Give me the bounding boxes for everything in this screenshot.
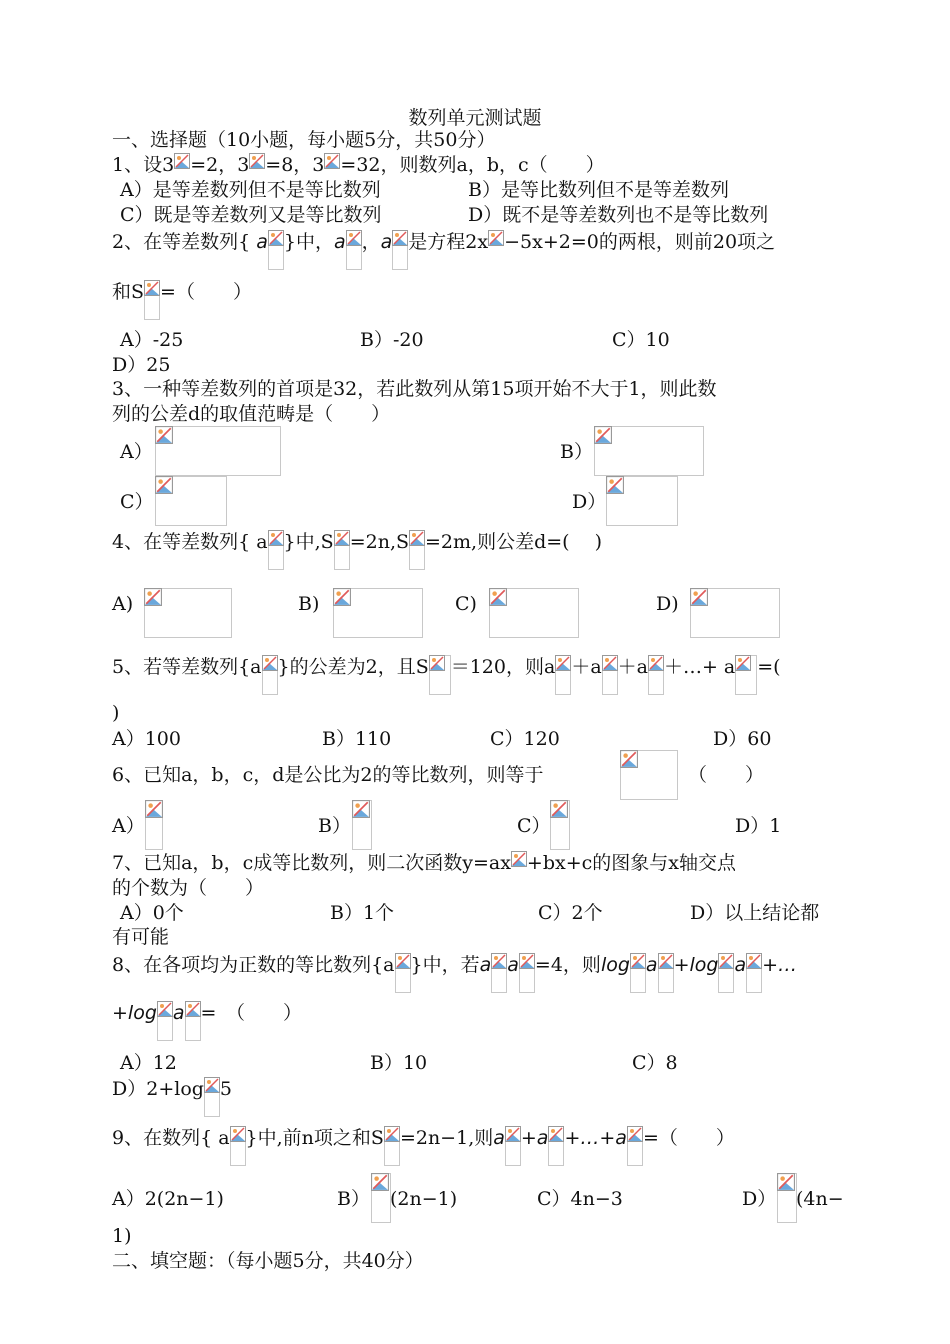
question-6-stem: 6、已知a，b，c，d是公比为2的等比数列，则等于 bbox=[112, 764, 544, 786]
broken-image-icon bbox=[230, 1126, 246, 1166]
broken-image-icon bbox=[144, 280, 160, 320]
q9-option-a: A）2(2n−1) bbox=[112, 1188, 224, 1210]
q1-option-d: D）既不是等差数列也不是等比数列 bbox=[468, 204, 769, 226]
question-5-stem-line2: ) bbox=[112, 702, 120, 724]
broken-image-icon bbox=[409, 530, 425, 570]
question-7-stem-line2: 的个数为（ ） bbox=[112, 877, 265, 899]
q3-option-c: C） bbox=[120, 491, 154, 513]
q8-option-a: A）12 bbox=[120, 1052, 177, 1074]
q5-option-c: C）120 bbox=[490, 728, 560, 750]
q8-option-c: C）8 bbox=[632, 1052, 678, 1074]
q2-option-d: D）25 bbox=[112, 354, 171, 376]
broken-image-icon bbox=[630, 953, 646, 993]
q7-option-d-continued: 有可能 bbox=[112, 926, 170, 948]
broken-image-icon bbox=[602, 655, 618, 695]
q5-option-b: B）110 bbox=[322, 728, 392, 750]
broken-image-icon bbox=[334, 530, 350, 570]
q9-option-b-expr: (2n−1) bbox=[390, 1188, 458, 1210]
question-5-stem: 5、若等差数列{a }的公差为2，且S ＝120，则a ＋a ＋a ＋…+ a =( bbox=[112, 655, 781, 695]
q4-option-a: A) bbox=[112, 593, 134, 615]
section-heading-choice: 一、选择题（10小题，每小题5分，共50分） bbox=[112, 129, 496, 151]
broken-image-icon bbox=[718, 953, 734, 993]
broken-image-icon bbox=[488, 230, 504, 270]
broken-image-icon bbox=[268, 530, 284, 570]
broken-image-icon bbox=[157, 1001, 173, 1041]
q3-option-d: D） bbox=[572, 491, 607, 513]
question-3-stem-line2: 列的公差d的取值范畴是（ ） bbox=[112, 403, 391, 425]
question-7-stem: 7、已知a，b，c成等比数列，则二次函数y=ax +bx+c的图象与x轴交点 bbox=[112, 851, 736, 891]
q5-option-d: D）60 bbox=[713, 728, 772, 750]
broken-image-icon bbox=[429, 655, 451, 695]
q4-option-b: B) bbox=[298, 593, 320, 615]
broken-image-icon bbox=[262, 655, 278, 695]
question-2-stem-line2: 和S =（ ） bbox=[112, 280, 252, 320]
q7-option-a: A）0个 bbox=[120, 902, 184, 924]
broken-image-icon bbox=[735, 655, 757, 695]
broken-image-icon bbox=[384, 1126, 400, 1166]
question-6-stem-end: （ ） bbox=[688, 764, 765, 786]
broken-image-icon bbox=[395, 953, 411, 993]
q5-option-a: A）100 bbox=[112, 728, 181, 750]
q4-option-d: D) bbox=[656, 593, 679, 615]
broken-image-icon bbox=[519, 953, 535, 993]
q2-option-c: C）10 bbox=[612, 329, 670, 351]
q9-option-d-continued: 1) bbox=[112, 1225, 132, 1247]
q9-option-d: D） bbox=[742, 1188, 777, 1210]
broken-image-icon bbox=[511, 851, 527, 891]
q7-option-b: B）1个 bbox=[330, 902, 395, 924]
broken-image-icon bbox=[392, 230, 408, 270]
question-1-stem: 1、设3 =2，3 =8，3 =32，则数列a，b，c（ ） bbox=[112, 153, 605, 193]
question-8-stem: 8、在各项均为正数的等比数列{a }中，若a a =4，则log a +log a +… bbox=[112, 953, 797, 993]
q9-option-c: C）4n−3 bbox=[537, 1188, 623, 1210]
broken-image-icon bbox=[627, 1126, 643, 1166]
q1-option-b: B）是等比数列但不是等差数列 bbox=[468, 179, 729, 201]
broken-image-icon bbox=[555, 655, 571, 695]
question-4-stem: 4、在等差数列{ a }中,S =2n,S =2m,则公差d=( ) bbox=[112, 530, 602, 570]
broken-image-icon bbox=[505, 1126, 521, 1166]
broken-image-icon bbox=[746, 953, 762, 993]
page-title: 数列单元测试题 bbox=[408, 107, 542, 129]
q6-option-b: B） bbox=[318, 815, 351, 837]
q6-option-a: A） bbox=[112, 815, 145, 837]
broken-image-icon bbox=[204, 1077, 220, 1117]
question-2-stem: 2、在等差数列{ a }中，a ，a 是方程2x −5x+2=0的两根，则前20项之 bbox=[112, 230, 775, 270]
q7-option-d: D）以上结论都 bbox=[690, 902, 820, 924]
q2-option-a: A）-25 bbox=[120, 329, 184, 351]
q1-option-c: C）既是等差数列又是等比数列 bbox=[120, 204, 382, 226]
q4-option-c: C) bbox=[455, 593, 477, 615]
q9-option-b: B） bbox=[337, 1188, 370, 1210]
q9-option-d-expr: (4n− bbox=[796, 1188, 844, 1210]
q8-option-d: D）2+log 5 bbox=[112, 1077, 232, 1117]
q8-option-b: B）10 bbox=[370, 1052, 428, 1074]
broken-image-icon bbox=[185, 1001, 201, 1041]
broken-image-icon bbox=[346, 230, 362, 270]
q3-option-b: B） bbox=[560, 441, 593, 463]
broken-image-icon bbox=[648, 655, 664, 695]
broken-image-icon bbox=[268, 230, 284, 270]
question-9-stem: 9、在数列{ a }中,前n项之和S =2n−1,则a +a +…+a =（ ） bbox=[112, 1126, 735, 1166]
q6-option-c: C） bbox=[517, 815, 551, 837]
question-8-stem-line2: +log a = （ ） bbox=[112, 1001, 302, 1041]
broken-image-icon bbox=[491, 953, 507, 993]
q7-option-c: C）2个 bbox=[538, 902, 603, 924]
q3-option-a: A） bbox=[120, 441, 153, 463]
q2-option-b: B）-20 bbox=[360, 329, 424, 351]
q1-option-a: A）是等差数列但不是等比数列 bbox=[120, 179, 381, 201]
section-heading-fill-in: 二、填空题：（每小题5分，共40分） bbox=[112, 1250, 424, 1272]
q6-option-d: D）1 bbox=[735, 815, 782, 837]
broken-image-icon bbox=[548, 1126, 564, 1166]
broken-image-icon bbox=[658, 953, 674, 993]
question-3-stem: 3、一种等差数列的首项是32，若此数列从第15项开始不大于1，则此数 bbox=[112, 378, 717, 400]
